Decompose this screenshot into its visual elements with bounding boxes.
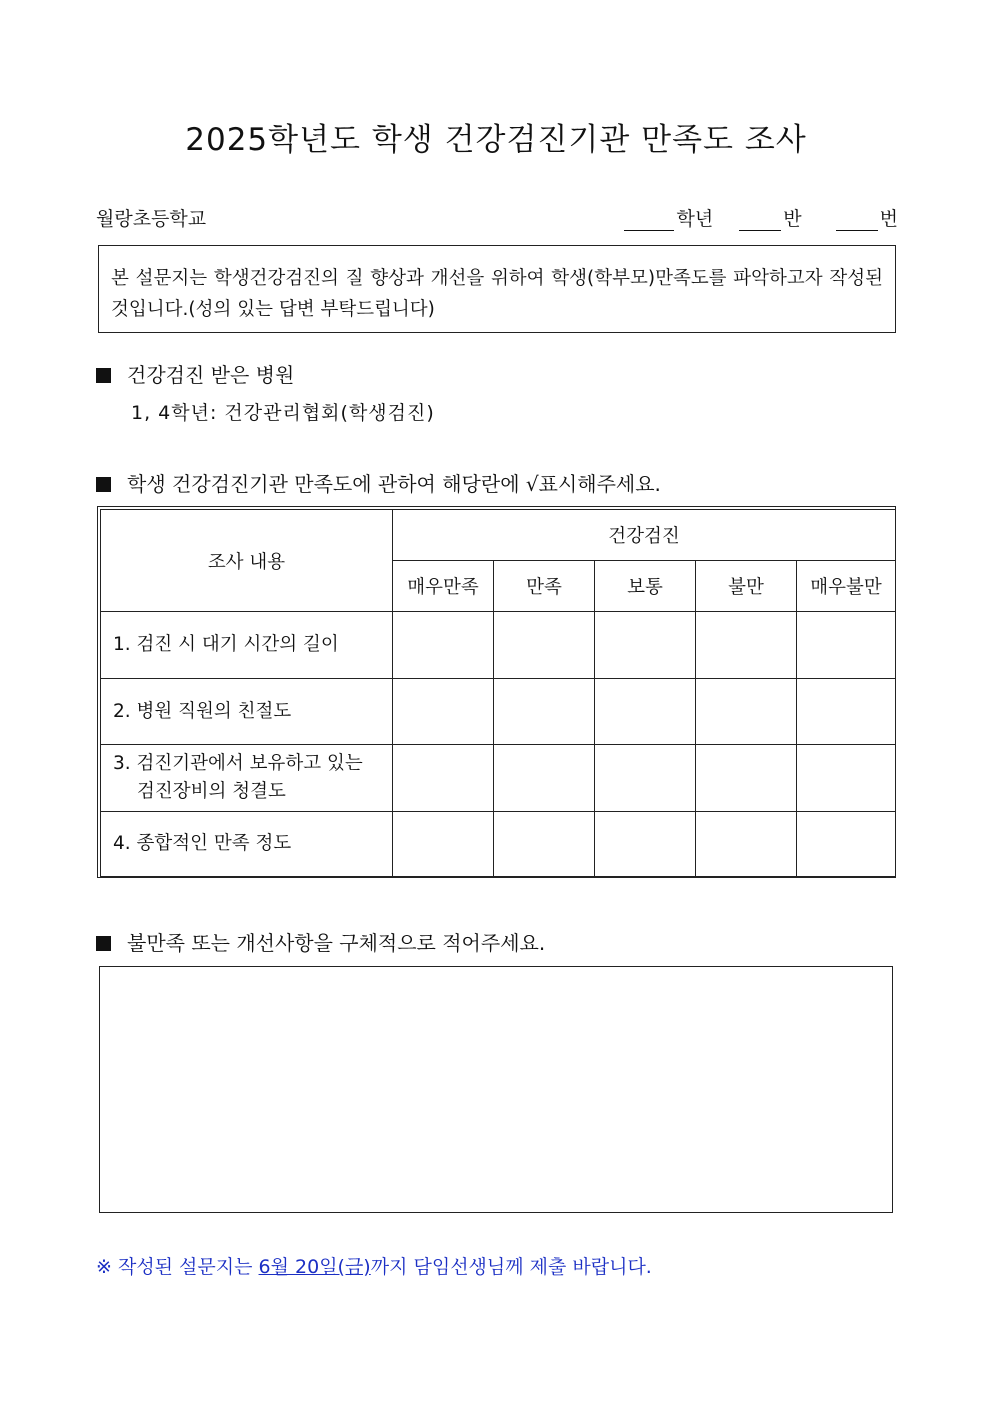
satisfaction-heading-text: 학생 건강검진기관 만족도에 관하여 해당란에 √표시해주세요. [127,472,661,496]
grade-blank[interactable] [624,208,674,231]
answer-cell[interactable] [797,612,896,679]
answer-cell[interactable] [494,679,595,745]
answer-cell[interactable] [797,812,896,877]
column-header: 매우만족 [393,561,494,612]
column-header: 보통 [595,561,696,612]
answer-cell[interactable] [494,612,595,679]
square-bullet-icon [96,368,111,383]
table-row [101,679,896,745]
student-info-row [96,204,898,234]
satisfaction-section-heading [96,468,661,497]
intro-text: 본 설문지는 학생건강검진의 질 향상과 개선을 위하여 학생(학부모)만족도를 파악하고자 작성된 것입니다.(성의 있는 답변 부탁드립니다) [111,268,883,320]
answer-cell[interactable] [797,745,896,812]
answer-cell[interactable] [595,812,696,877]
column-header: 불만 [696,561,797,612]
number-blank[interactable] [836,208,878,231]
feedback-section-heading [96,927,545,956]
grade-label: 학년 [676,208,714,230]
feedback-textarea[interactable] [99,966,893,1213]
table-row [101,612,896,679]
row-item-label: 3. 검진기관에서 보유하고 있는 검진장비의 청결도 [101,745,393,812]
answer-cell[interactable] [696,812,797,877]
answer-cell[interactable] [696,679,797,745]
answer-cell[interactable] [595,612,696,679]
answer-cell[interactable] [494,745,595,812]
row-item-label: 1. 검진 시 대기 시간의 길이 [101,612,393,679]
page-title: 2025학년도 학생 건강검진기관 만족도 조사 [185,122,807,158]
table-row [101,812,896,877]
square-bullet-icon [96,936,111,951]
class-label: 반 [783,208,802,230]
feedback-heading-text: 불만족 또는 개선사항을 구체적으로 적어주세요. [127,931,546,955]
answer-cell[interactable] [393,612,494,679]
table-row [101,745,896,812]
hospital-heading-text: 건강검진 받은 병원 [127,363,295,387]
item-header: 조사 내용 [101,510,393,612]
hospital-section-heading [96,359,294,388]
notice-suffix: 까지 담임선생님께 제출 바랍니다. [370,1256,652,1278]
answer-cell[interactable] [696,745,797,812]
answer-cell[interactable] [797,679,896,745]
number-label: 번 [879,208,898,230]
answer-cell[interactable] [393,679,494,745]
submission-notice [96,1252,652,1279]
answer-cell[interactable] [494,812,595,877]
notice-deadline: 6월 20일(금) [258,1256,371,1278]
class-fields [624,204,898,231]
column-header: 만족 [494,561,595,612]
answer-cell[interactable] [595,745,696,812]
group-header: 건강검진 [393,510,896,561]
answer-cell[interactable] [595,679,696,745]
survey-table [97,506,896,878]
row-item-label: 2. 병원 직원의 친절도 [101,679,393,745]
row-item-label: 4. 종합적인 만족 정도 [101,812,393,877]
notice-prefix: ※ 작성된 설문지는 [96,1256,259,1278]
answer-cell[interactable] [393,745,494,812]
square-bullet-icon [96,477,111,492]
class-blank[interactable] [739,208,781,231]
answer-cell[interactable] [696,612,797,679]
column-header: 매우불만 [797,561,896,612]
school-name: 월랑초등학교 [96,208,207,230]
intro-box [98,245,896,333]
hospital-detail: 1, 4학년: 건강관리협회(학생검진) [131,402,435,424]
answer-cell[interactable] [393,812,494,877]
